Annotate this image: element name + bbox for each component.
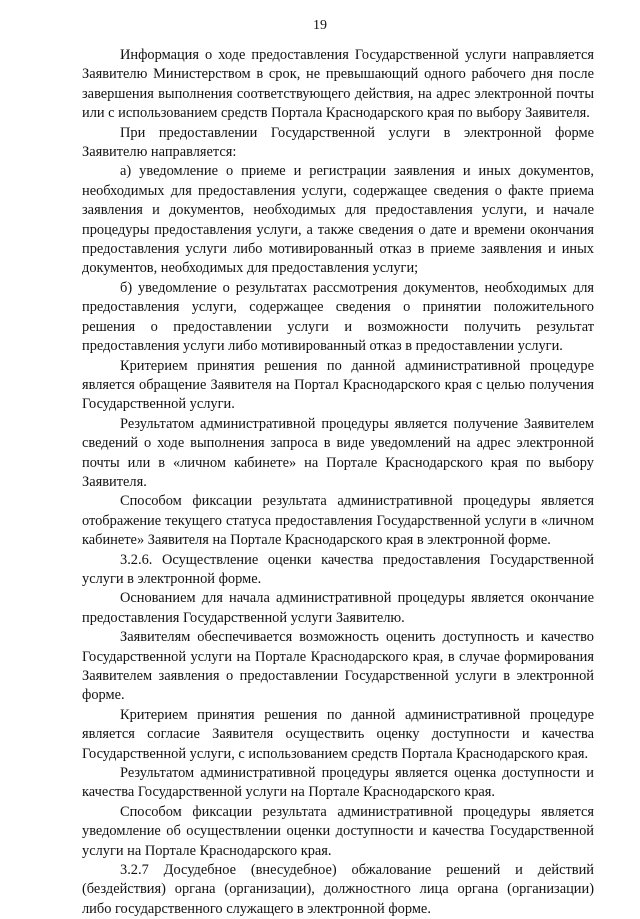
paragraph-procedure-result: Результатом административной процедуры является получение Заявителем сведений о ходе выполнения запроса в виде уведомлений на адрес электронной почты или в «личном кабинете» на Портале Краснодарского края по выбору Заявителя. bbox=[82, 415, 594, 490]
paragraph-procedure-basis: Основанием для начала административной процедуры является окончание предоставления Государственной услуги Заявителю. bbox=[82, 590, 594, 626]
paragraph-assessment-result: Результатом административной процедуры является оценка доступности и качества Государственной услуги на Портале Краснодарского края. bbox=[82, 765, 594, 801]
paragraph-item-a-notification: а) уведомление о приеме и регистрации заявления и иных документов, необходимых для предоставления услуги, содержащее сведения о факте приема заявления и документов, необходимых для предоставления услуги, и начале процедуры предоставления услуги, а также сведения о дате и времени окончания предоставления услуги либо мотивированный отказ в приеме заявления и иных документов, необходимых для предоставления услуги; bbox=[82, 163, 594, 277]
paragraph-section-3-2-6: 3.2.6. Осуществление оценки качества предоставления Государственной услуги в электронной форме. bbox=[82, 551, 594, 587]
paragraph-assessment-fixation: Способом фиксации результата административной процедуры является уведомление об осуществлении оценки доступности и качества Государственной услуги на Портале Краснодарского края. bbox=[82, 803, 594, 859]
paragraph-electronic-form-intro: При предоставлении Государственной услуги в электронной форме Заявителю направляется: bbox=[82, 124, 594, 161]
page-number: 19 bbox=[313, 18, 327, 33]
paragraph-item-b-notification: б) уведомление о результатах рассмотрения документов, необходимых для предоставления услуги, содержащее сведения о принятии положительного решения о предоставлении услуги и возможности получить результат предоставления услуги либо мотивированный отказ в предоставлении услуги. bbox=[82, 279, 594, 355]
paragraph-decision-criterion: Критерием принятия решения по данной административной процедуре является обращение Заявителя на Портал Краснодарского края с целью получения Государственной услуги. bbox=[82, 357, 594, 413]
paragraph-assessment-criterion: Критерием принятия решения по данной административной процедуре является согласие Заявителя осуществить оценку доступности и качества Государственной услуги, с использованием средств Портала Краснодарского края. bbox=[82, 706, 594, 762]
paragraph-quality-assessment: Заявителям обеспечивается возможность оценить доступность и качество Государственной услуги на Портале Краснодарского края, в случае формирования Заявителем заявления о предоставлении Государственной услуги в электронной форме. bbox=[82, 629, 594, 704]
paragraph-info-delivery: Информация о ходе предоставления Государственной услуги направляется Заявителю Министерством в срок, не превышающий одного рабочего дня после завершения выполнения соответствующего действия, на адрес электронной почты или с использованием средств Портала Краснодарского края по выбору Заявителя. bbox=[82, 47, 594, 122]
paragraph-result-fixation: Способом фиксации результата административной процедуры является отображение текущего статуса предоставления Государственной услуги в «личном кабинете» Заявителя на Портале Краснодарского края в электронной форме. bbox=[82, 493, 594, 549]
paragraph-section-3-2-7: 3.2.7 Досудебное (внесудебное) обжалование решений и действий (бездействия) органа (организации), должностного лица органа (организации) либо государственного служащего в электронной форме. bbox=[82, 862, 594, 917]
document-body bbox=[82, 46, 594, 919]
